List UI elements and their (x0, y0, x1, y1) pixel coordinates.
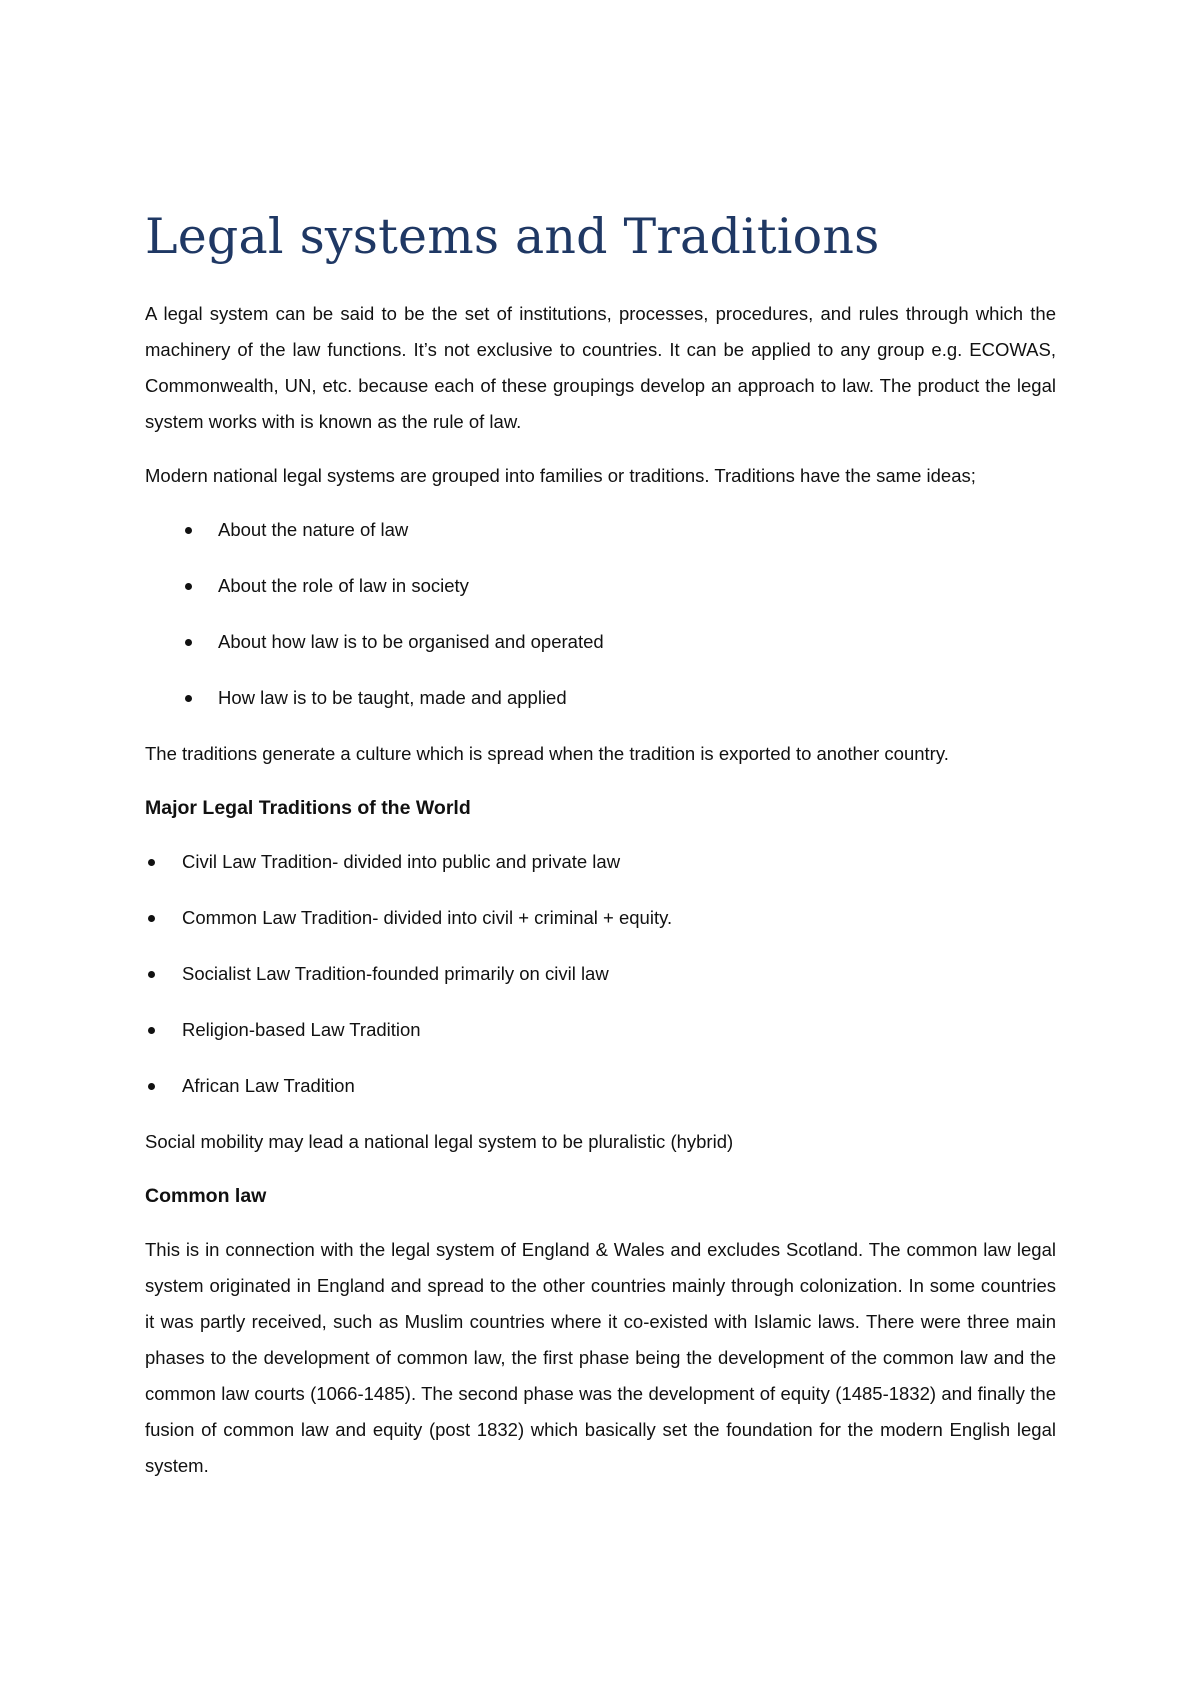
common-law-paragraph: This is in connection with the legal system of England & Wales and excludes Scotland. The common law legal system originated in England and spread to the other countries mainly through colonization. In some countries it was partly received, such as Muslim countries where it co-existed with Islamic laws. There were three main phases to the development of common law, the first phase being the development of the common law and the common law courts (1066-1485). The second phase was the development of equity (1485-1832) and finally the fusion of common law and equity (post 1832) which basically set the foundation for the modern English legal system. (145, 1238, 1056, 1476)
list-item (145, 568, 1056, 604)
list-item-text: How law is to be taught, made and applied (218, 686, 567, 708)
bullet-icon (185, 583, 192, 590)
bullet-icon (185, 695, 192, 702)
list-item (145, 956, 1056, 992)
list-item-text: About the role of law in society (218, 574, 469, 596)
list-item (145, 844, 1056, 880)
bullet-icon (148, 1027, 155, 1034)
list-item-text: Civil Law Tradition- divided into public and private law (182, 850, 621, 872)
list-item (145, 624, 1056, 660)
bullet-icon (148, 859, 155, 866)
document-page (145, 210, 1056, 1502)
list-item (145, 680, 1056, 716)
ideas-list (145, 512, 1056, 716)
bullet-icon (148, 971, 155, 978)
list-item (145, 1068, 1056, 1104)
list-item (145, 512, 1056, 548)
mobility-paragraph: Social mobility may lead a national legal system to be pluralistic (hybrid) (145, 1130, 734, 1152)
major-traditions-heading: Major Legal Traditions of the World (145, 796, 471, 819)
bullet-icon (148, 915, 155, 922)
list-item-text: Common Law Tradition- divided into civil + criminal + equity. (182, 906, 673, 928)
bullet-icon (185, 639, 192, 646)
list-item-text: Socialist Law Tradition-founded primarily on civil law (182, 962, 609, 984)
bullet-icon (185, 527, 192, 534)
list-item (145, 900, 1056, 936)
list-item (145, 1012, 1056, 1048)
common-law-heading: Common law (145, 1184, 267, 1207)
list-item-text: About how law is to be organised and operated (218, 630, 604, 652)
traditions-list (145, 844, 1056, 1104)
intro-paragraph: A legal system can be said to be the set of institutions, processes, procedures, and rules through which the machinery of the law functions. It’s not exclusive to countries. It can be applied to any group e.g. ECOWAS, Commonwealth, UN, etc. because each of these groupings develop an approach to law. The product the legal system works with is known as the rule of law. (145, 302, 1056, 432)
culture-paragraph: The traditions generate a culture which is spread when the tradition is exported to another country. (145, 742, 949, 764)
list-item-text: African Law Tradition (182, 1074, 355, 1096)
list-item-text: About the nature of law (218, 518, 409, 540)
families-paragraph: Modern national legal systems are grouped into families or traditions. Traditions have the same ideas; (145, 464, 976, 486)
list-item-text: Religion-based Law Tradition (182, 1018, 421, 1040)
bullet-icon (148, 1083, 155, 1090)
page-title: Legal systems and Traditions (145, 208, 880, 265)
